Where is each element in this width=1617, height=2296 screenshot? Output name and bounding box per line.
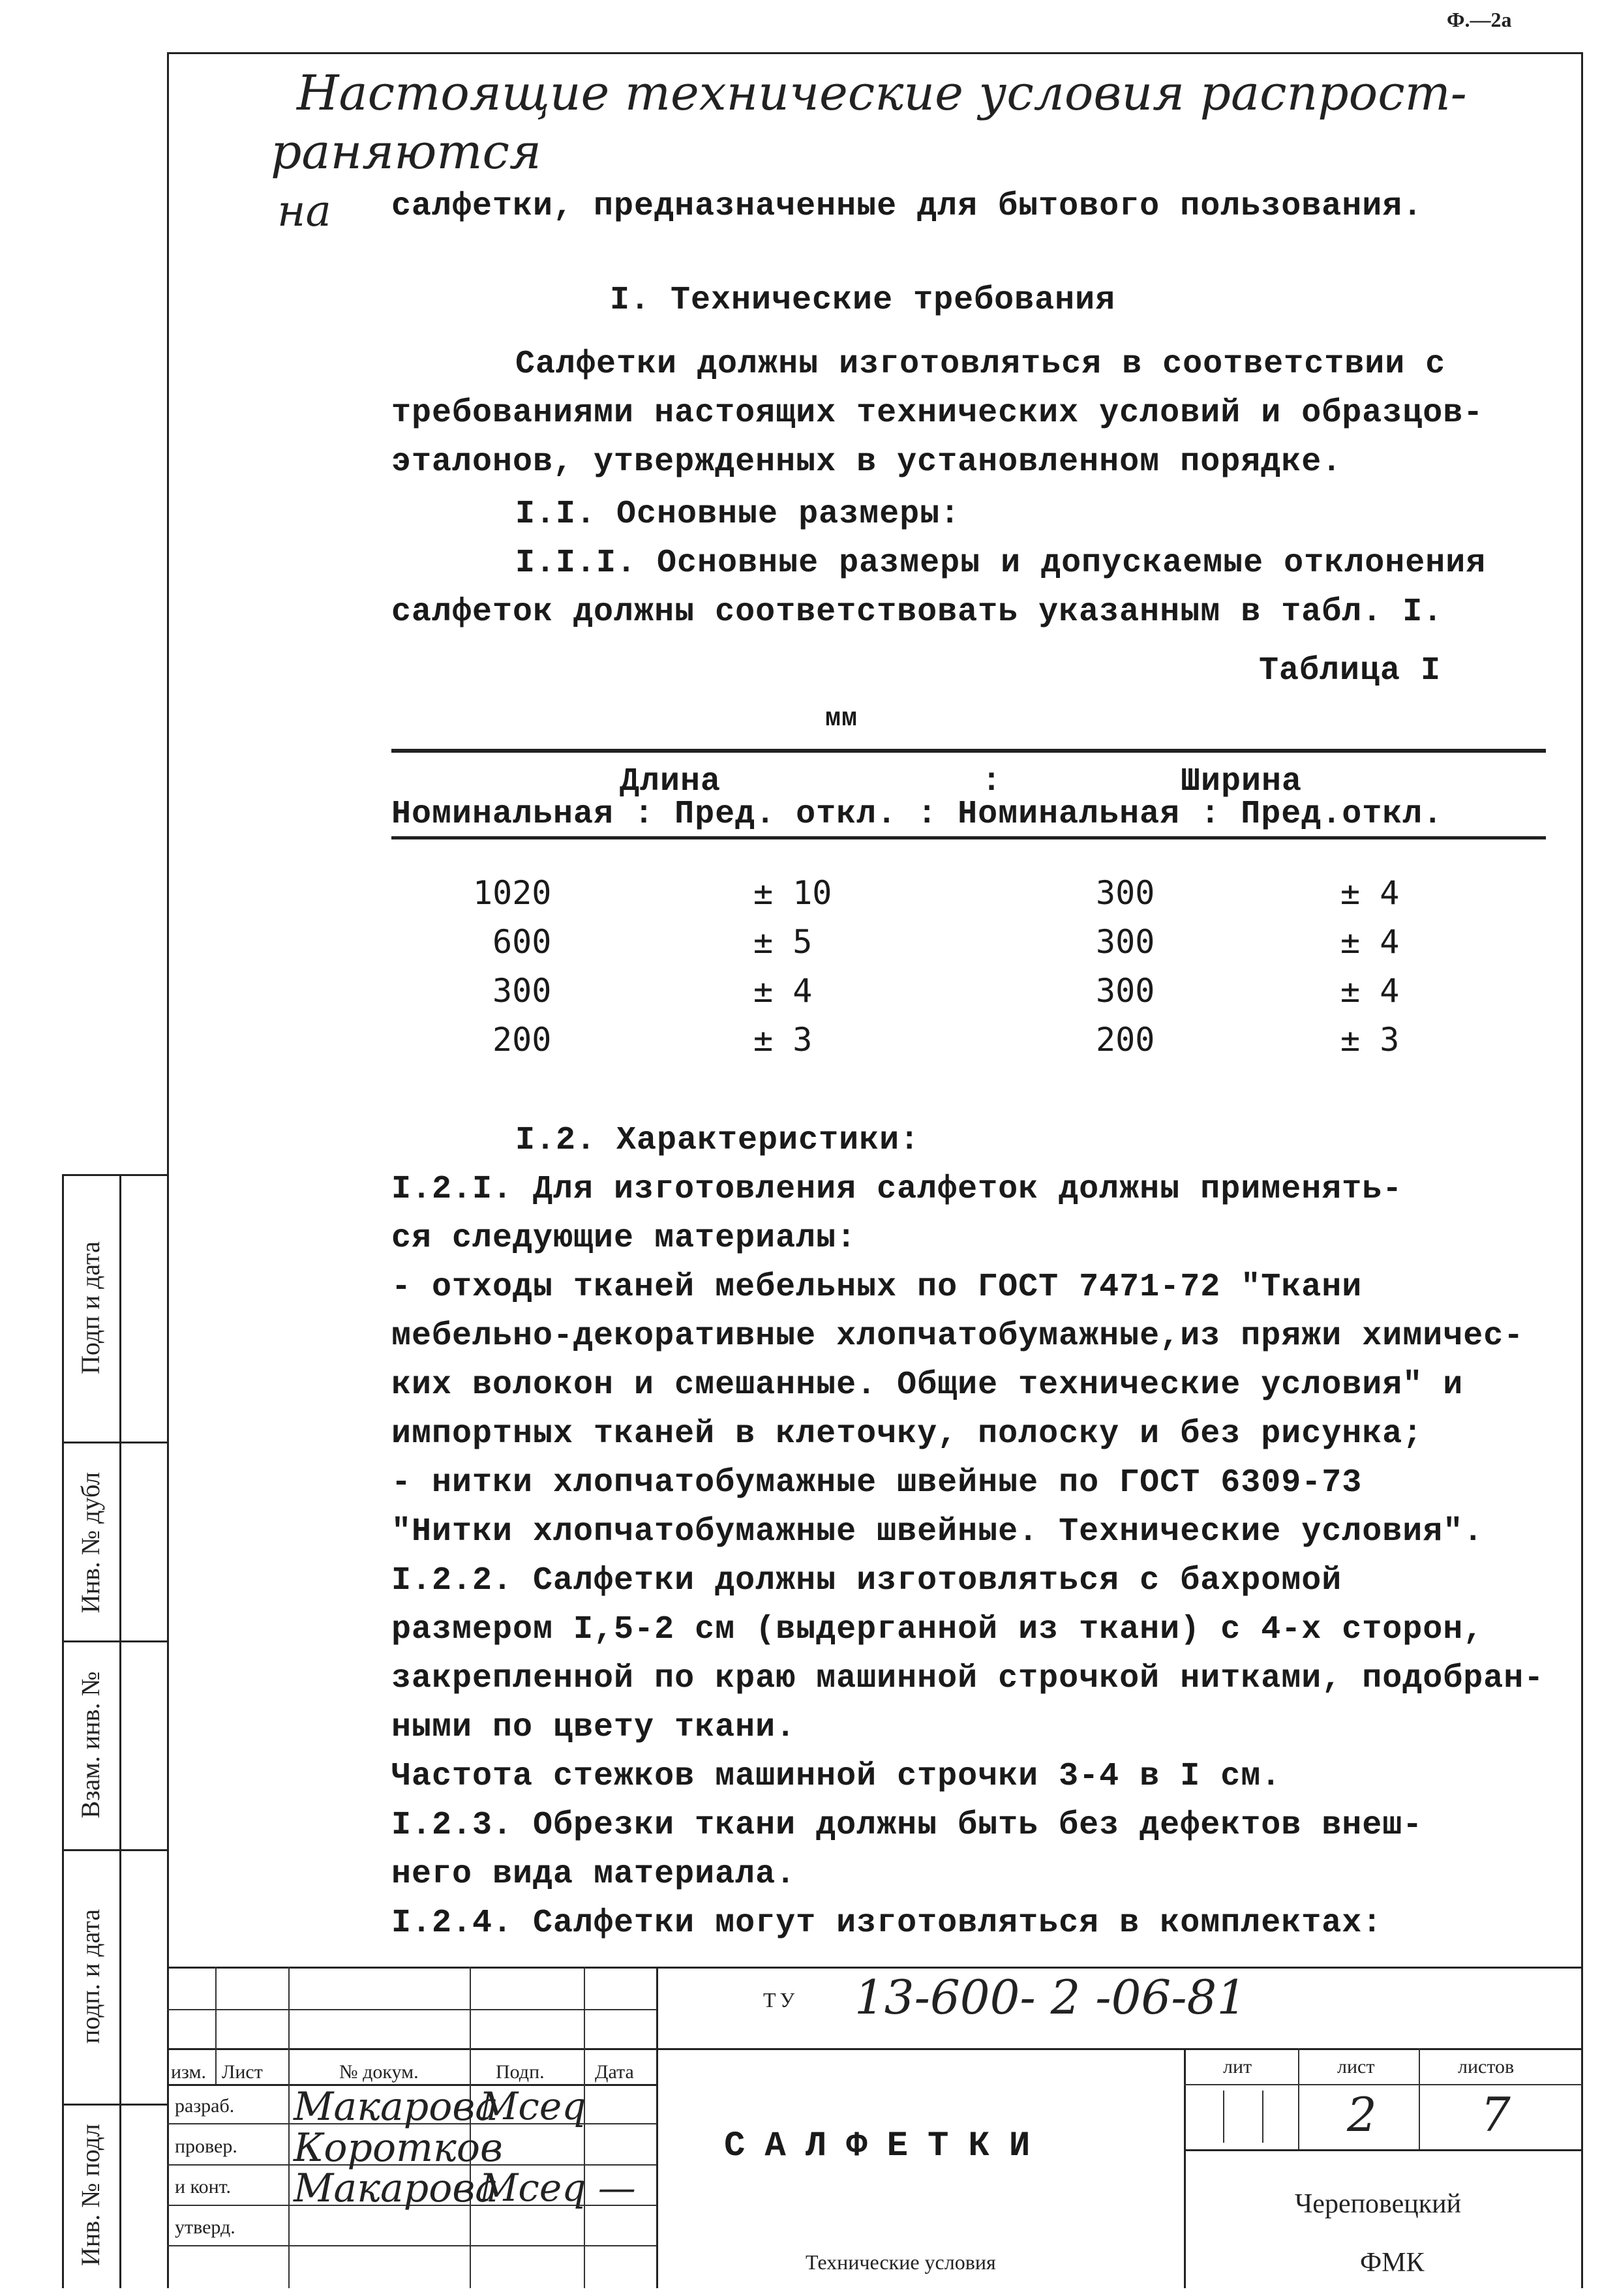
stamp-right-row-rule <box>1184 2084 1582 2085</box>
table-group-length: Длина <box>620 763 721 800</box>
stamp-lit-cell <box>1262 2091 1263 2143</box>
stamp-col-rule <box>288 1967 290 2288</box>
stamp-name-razrab: Макарова <box>294 2084 499 2130</box>
stamp-listov-value: 7 <box>1481 2087 1511 2142</box>
sidebar-divider <box>62 1849 167 1851</box>
stamp-col-list: Лист <box>222 2061 263 2083</box>
table-cell-width-dev: ± 4 <box>1340 972 1400 1010</box>
stamp-name-kont: Макарова <box>294 2166 499 2211</box>
sidebar-left-line <box>62 1174 64 2288</box>
stamp-document-subtitle: Технические условия <box>806 2250 996 2274</box>
stamp-top-rule <box>167 1967 1582 1969</box>
stamp-col-doc: № докум. <box>339 2061 419 2083</box>
table-cell-length-dev: ± 3 <box>753 1021 813 1059</box>
section-1-2-line: ся следующие материалы: <box>391 1220 857 1257</box>
stamp-role-razrab: разраб. <box>175 2095 235 2117</box>
section-1-2-line: ких волокон и смешанные. Общие технические условия" и <box>391 1367 1464 1404</box>
section-1-2-line: I.2.4. Салфетки могут изготовляться в комплектах: <box>391 1905 1383 1942</box>
stamp-row-rule <box>167 2245 656 2246</box>
section-1-2-line: закрепленной по краю машинной строчкой нитками, подобран- <box>391 1660 1545 1697</box>
sidebar-divider <box>62 1174 167 1176</box>
stamp-col-izm: изм. <box>171 2061 206 2083</box>
section-1-2-line: импортных тканей в клеточку, полоску и без рисунка; <box>391 1415 1423 1453</box>
section-1-2-line: I.2.3. Обрезки ткани должны быть без дефектов внеш- <box>391 1807 1423 1844</box>
stamp-signature-kont: Мсеq — <box>479 2166 636 2210</box>
sidebar-mid-line <box>119 1174 121 2288</box>
sidebar-label-podp-data-2: подп. и дата <box>76 1909 105 2044</box>
table-cell-width-nom: 300 <box>1096 874 1155 912</box>
table-cell-length-nom: 300 <box>492 972 552 1010</box>
section-1-para-line: требованиями настоящих технических условий и образцов- <box>391 395 1484 432</box>
sidebar-label-inv-dubl: Инв. № дубл <box>76 1472 105 1614</box>
table-top-rule <box>391 749 1546 753</box>
stamp-col-date: Дата <box>595 2061 634 2083</box>
stamp-col-rule <box>656 1967 658 2288</box>
stamp-document-title: САЛФЕТКИ <box>724 2126 1050 2166</box>
table-group-separator: : <box>982 763 1003 800</box>
stamp-tu-label: ТУ <box>763 1988 799 2012</box>
subsection-1-1-1-line: I.I.I. Основные размеры и допускаемые отклонения <box>515 545 1487 582</box>
table-unit: мм <box>825 704 858 734</box>
sidebar-label-vzam-inv: Взам. инв. № <box>76 1671 105 1819</box>
stamp-role-kont: и конт. <box>175 2176 232 2198</box>
stamp-list-label: лист <box>1337 2056 1375 2077</box>
stamp-org-line2: ФМК <box>1360 2248 1425 2278</box>
section-1-2-line: Частота стежков машинной строчки 3-4 в I см. <box>391 1758 1282 1795</box>
section-1-para-line: эталонов, утвержденных в установленном порядке. <box>391 444 1342 481</box>
frame-left-border <box>167 52 169 2288</box>
stamp-listov-label: листов <box>1458 2056 1515 2077</box>
subsection-1-1-1-line: салфеток должны соответствовать указанным в табл. I. <box>391 594 1443 631</box>
stamp-role-utv: утверд. <box>175 2216 235 2238</box>
section-1-2-line: мебельно-декоративные хлопчатобумажные,из пряжи химичес- <box>391 1318 1524 1355</box>
section-1-2-line: ными по цвету ткани. <box>391 1709 796 1746</box>
frame-right-border <box>1581 52 1583 2288</box>
section-1-2-line: "Нитки хлопчатобумажные швейные. Технические условия". <box>391 1513 1484 1550</box>
handwritten-word-na: на <box>277 186 331 236</box>
table-cell-width-dev: ± 4 <box>1340 923 1400 961</box>
stamp-lit-cell <box>1223 2091 1224 2143</box>
table-cell-width-nom: 200 <box>1096 1021 1155 1059</box>
form-code: Ф.—2а <box>1447 8 1512 31</box>
frame-top-border <box>167 52 1582 54</box>
table-cell-width-dev: ± 3 <box>1340 1021 1400 1059</box>
table-caption: Таблица I <box>1259 652 1442 689</box>
section-1-2-line: I.2.2. Салфетки должны изготовляться с бахромой <box>391 1562 1342 1599</box>
stamp-mid-rule <box>167 2048 1582 2050</box>
table-cell-length-dev: ± 10 <box>753 874 832 912</box>
table-header-rule <box>391 836 1546 839</box>
sidebar-label-inv-podl: Инв. № подл <box>76 2124 105 2266</box>
handwritten-intro-line1: Настоящие технические условия распрост- <box>297 65 1467 121</box>
section-1-2-line: - нитки хлопчатобумажные швейные по ГОСТ 6309-73 <box>391 1464 1363 1502</box>
section-1-title: I. Технические требования <box>610 282 1116 319</box>
stamp-right-row-rule <box>1184 2149 1582 2151</box>
section-1-para-line: Салфетки должны изготовляться в соответствии с <box>515 346 1446 383</box>
intro-typed-text: салфетки, предназначенные для бытового пользования. <box>391 188 1423 225</box>
stamp-list-value: 2 <box>1347 2087 1377 2142</box>
table-column-headers: Номинальная : Пред. откл. : Номинальная : Пред.откл. <box>391 796 1443 833</box>
table-cell-length-dev: ± 4 <box>753 972 813 1010</box>
table-cell-length-nom: 1020 <box>473 874 552 912</box>
section-1-2-line: I.2.I. Для изготовления салфеток должны применять- <box>391 1171 1403 1208</box>
table-cell-width-nom: 300 <box>1096 923 1155 961</box>
handwritten-intro-line2: раняются <box>271 124 541 180</box>
table-cell-length-nom: 200 <box>492 1021 552 1059</box>
stamp-role-prover: провер. <box>175 2136 237 2157</box>
table-cell-width-dev: ± 4 <box>1340 874 1400 912</box>
stamp-col-rule <box>215 1967 217 2084</box>
stamp-signature-razrab: Мсеq <box>479 2084 586 2128</box>
stamp-name-prover: Коротков <box>294 2125 503 2171</box>
stamp-row-rule <box>167 2009 656 2010</box>
stamp-doc-number: 13-600- 2 -06-81 <box>854 1970 1247 2025</box>
table-cell-length-dev: ± 5 <box>753 923 813 961</box>
sidebar-label-podp-data: Подп и дата <box>76 1241 105 1374</box>
section-1-2-title: I.2. Характеристики: <box>515 1122 920 1159</box>
stamp-lit-label: лит <box>1223 2056 1252 2077</box>
table-cell-length-nom: 600 <box>492 923 552 961</box>
section-1-2-line: - отходы тканей мебельных по ГОСТ 7471-72 "Ткани <box>391 1269 1363 1306</box>
section-1-2-line: него вида материала. <box>391 1856 796 1893</box>
stamp-org-line1: Череповецкий <box>1295 2189 1462 2219</box>
table-cell-width-nom: 300 <box>1096 972 1155 1010</box>
stamp-right-col-rule <box>1298 2048 1299 2149</box>
table-group-width: Ширина <box>1181 763 1303 800</box>
stamp-col-podp: Подп. <box>496 2061 545 2083</box>
stamp-right-col-rule <box>1419 2048 1420 2149</box>
section-1-2-line: размером I,5-2 см (выдерганной из ткани) с 4-х сторон, <box>391 1611 1484 1648</box>
subsection-1-1-title: I.I. Основные размеры: <box>515 496 961 533</box>
